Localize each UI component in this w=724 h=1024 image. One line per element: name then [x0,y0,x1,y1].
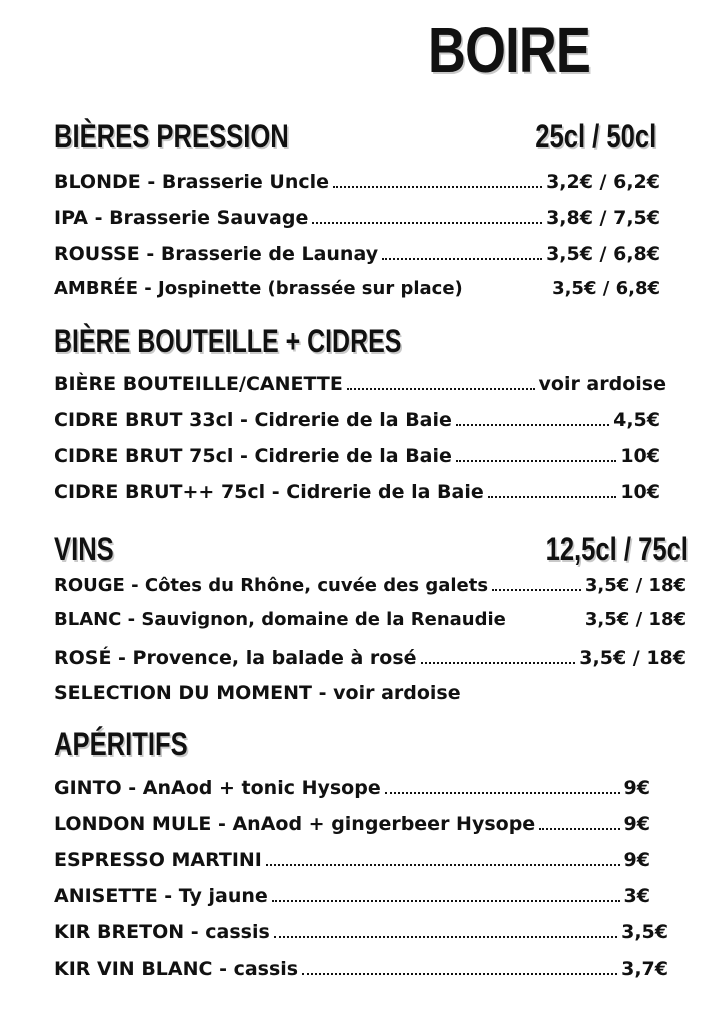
section-heading-vins: VINS [54,531,114,567]
item-name: CIDRE BRUT++ 75cl - Cidrerie de la Baie [54,481,484,503]
section-heading-biere-bouteille-cidres: BIÈRE BOUTEILLE + CIDRES [54,323,402,359]
item-name: KIR VIN BLANC - cassis [54,958,299,980]
menu-item [54,240,660,266]
dot-leader [347,370,535,390]
menu-item [54,882,650,908]
item-name: CIDRE BRUT 33cl - Cidrerie de la Baie [54,409,452,431]
item-price: 3,5€ / 6,8€ [552,278,660,299]
item-price: 4,5€ [613,409,660,431]
menu-item [54,442,660,468]
dot-leader [510,607,581,625]
dot-leader [467,276,548,294]
dot-leader [421,644,576,664]
menu-item [54,204,660,230]
item-name: BLONDE - Brasserie Uncle [54,171,330,193]
dot-leader [272,882,620,902]
dot-leader [488,478,617,498]
item-name: BIÈRE BOUTEILLE/CANETTE [54,373,343,395]
item-price: 3,5€ [621,921,668,943]
item-name: ROUSSE - Brasserie de Launay [54,243,379,265]
dot-leader [492,571,581,591]
section-heading-aperitifs: APÉRITIFS [54,726,188,762]
item-name: ESPRESSO MARTINI [54,849,262,871]
item-price: 9€ [623,813,650,835]
dot-leader [385,774,620,794]
item-name: BLANC - Sauvignon, domaine de la Renaudie [54,609,506,630]
item-name: CIDRE BRUT 75cl - Cidrerie de la Baie [54,445,452,467]
dot-leader [312,204,542,224]
menu-item [54,846,650,872]
menu-item [54,680,686,706]
item-price: 3,7€ [621,958,668,980]
item-price: 3,2€ / 6,2€ [546,171,660,193]
item-name: ANISETTE - Ty jaune [54,885,268,907]
menu-item [54,644,686,670]
menu-item [54,406,660,432]
dot-leader [456,442,616,462]
dot-leader [274,918,617,938]
menu-item [54,370,666,396]
dot-leader [266,846,620,866]
menu-item [54,607,686,633]
menu-item [54,571,686,597]
item-name: KIR BRETON - cassis [54,921,270,943]
section-heading-bieres-pression: BIÈRES PRESSION [54,118,289,154]
column-header-vins: 12,5cl / 75cl [545,531,688,567]
item-price: 10€ [620,445,660,467]
menu-item [54,955,668,981]
menu-item [54,168,660,194]
dot-leader [302,955,617,975]
menu-item [54,918,668,944]
menu-item [54,478,660,504]
item-price: 3,5€ / 18€ [579,647,686,669]
page-title: BOIRE [428,14,591,86]
item-price: voir ardoise [538,373,666,395]
item-name: AMBRÉE - Jospinette (brassée sur place) [54,278,463,299]
item-name: ROSÉ - Provence, la balade à rosé [54,647,417,669]
item-price: 3€ [623,885,650,907]
item-name: ROUGE - Côtes du Rhône, cuvée des galets [54,575,489,596]
item-name: SELECTION DU MOMENT - voir ardoise [54,682,461,704]
menu-item [54,774,650,800]
item-name: IPA - Brasserie Sauvage [54,207,309,229]
menu-item [54,276,660,302]
item-price: 10€ [620,481,660,503]
dot-leader [382,240,542,260]
column-header-bieres-pression: 25cl / 50cl [535,118,656,154]
item-price: 9€ [623,777,650,799]
item-price: 3,5€ / 18€ [584,609,686,630]
item-name: LONDON MULE - AnAod + gingerbeer Hysope [54,813,536,835]
dot-leader [539,810,619,830]
item-price: 9€ [623,849,650,871]
item-price: 3,8€ / 7,5€ [546,207,660,229]
item-price: 3,5€ / 6,8€ [546,243,660,265]
menu-item [54,810,650,836]
item-price: 3,5€ / 18€ [584,575,686,596]
item-name: GINTO - AnAod + tonic Hysope [54,777,381,799]
dot-leader [456,406,609,426]
dot-leader [333,168,542,188]
